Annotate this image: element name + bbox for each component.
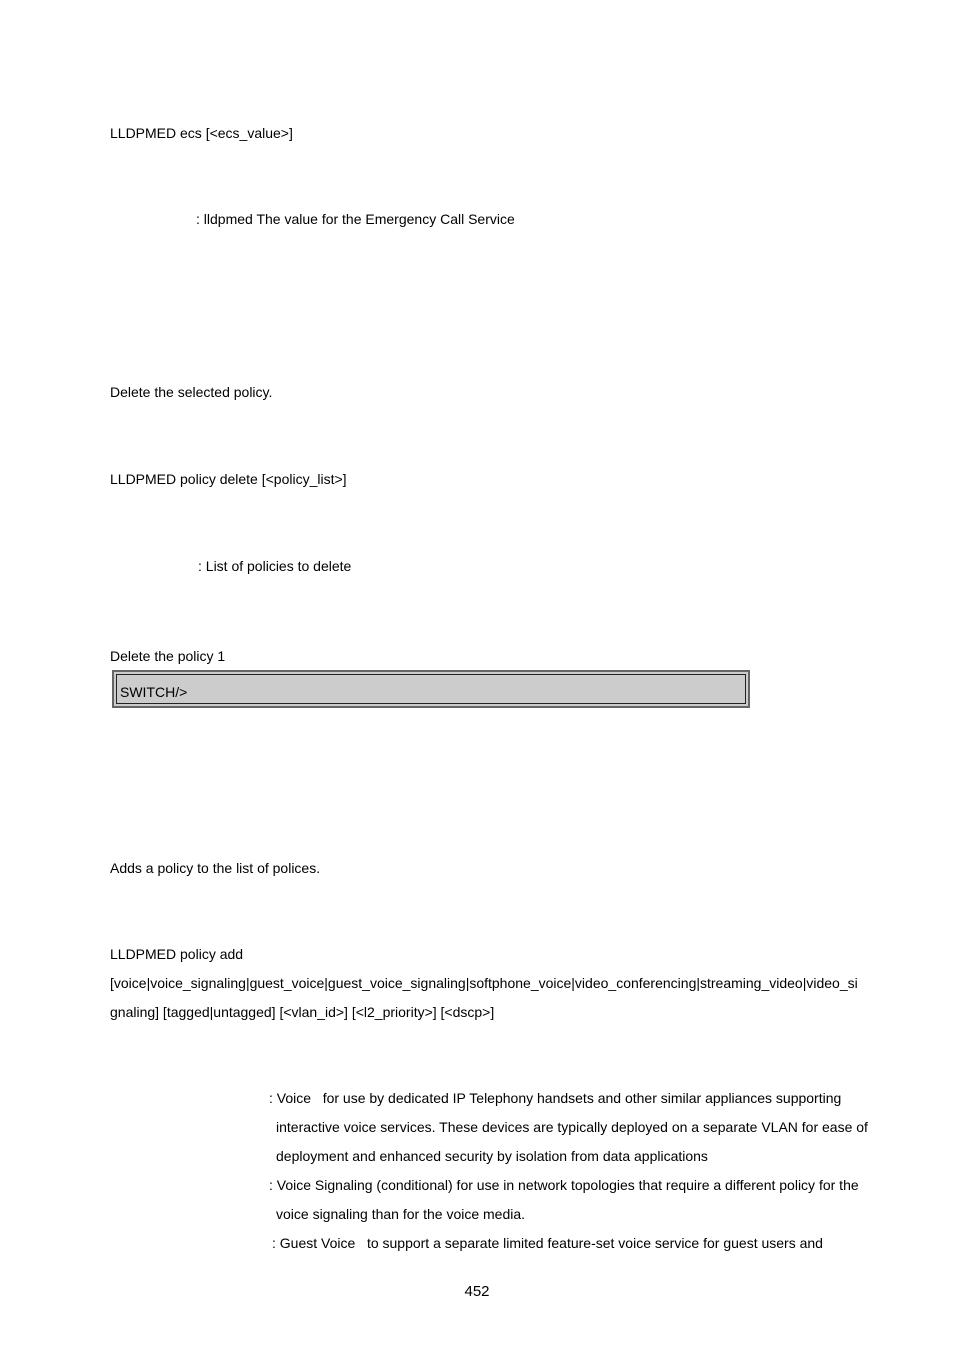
policy-delete-syntax: LLDPMED policy delete [<policy_list>] — [110, 471, 347, 487]
policy-delete-description: Delete the selected policy. — [110, 384, 273, 400]
policy-add-param-line: : Voice Signaling (conditional) for use in network topologies that require a different policy for the — [269, 1177, 859, 1193]
ecs-param-description: : lldpmed The value for the Emergency Call Service — [196, 211, 515, 227]
ecs-syntax: LLDPMED ecs [<ecs_value>] — [110, 125, 293, 141]
policy-add-syntax-line: LLDPMED policy add — [110, 946, 244, 962]
policy-delete-param-description: : List of policies to delete — [198, 558, 352, 574]
page-number: 452 — [464, 1283, 490, 1300]
console-example-box — [112, 670, 750, 708]
policy-add-param-line: interactive voice services. These devices are typically deployed on a separate VLAN for ease of — [276, 1119, 868, 1135]
policy-add-description: Adds a policy to the list of polices. — [110, 860, 321, 876]
console-prompt: SWITCH/> — [120, 684, 188, 700]
policy-add-syntax-line: gnaling] [tagged|untagged] [<vlan_id>] [<l2_priority>] [<dscp>] — [110, 1004, 495, 1020]
console-inner-frame — [116, 674, 746, 704]
policy-add-syntax-line: [voice|voice_signaling|guest_voice|guest_voice_signaling|softphone_voice|video_conferencing|streaming_video|video_si — [110, 975, 858, 991]
policy-add-param-line: voice signaling than for the voice media. — [276, 1206, 526, 1222]
policy-add-param-line: : Guest Voice to support a separate limited feature-set voice service for guest users and — [272, 1235, 823, 1251]
policy-delete-example-label: Delete the policy 1 — [110, 648, 226, 664]
policy-add-param-line: deployment and enhanced security by isolation from data applications — [276, 1148, 708, 1164]
policy-add-param-line: : Voice for use by dedicated IP Telephony handsets and other similar appliances supporting — [269, 1090, 842, 1106]
